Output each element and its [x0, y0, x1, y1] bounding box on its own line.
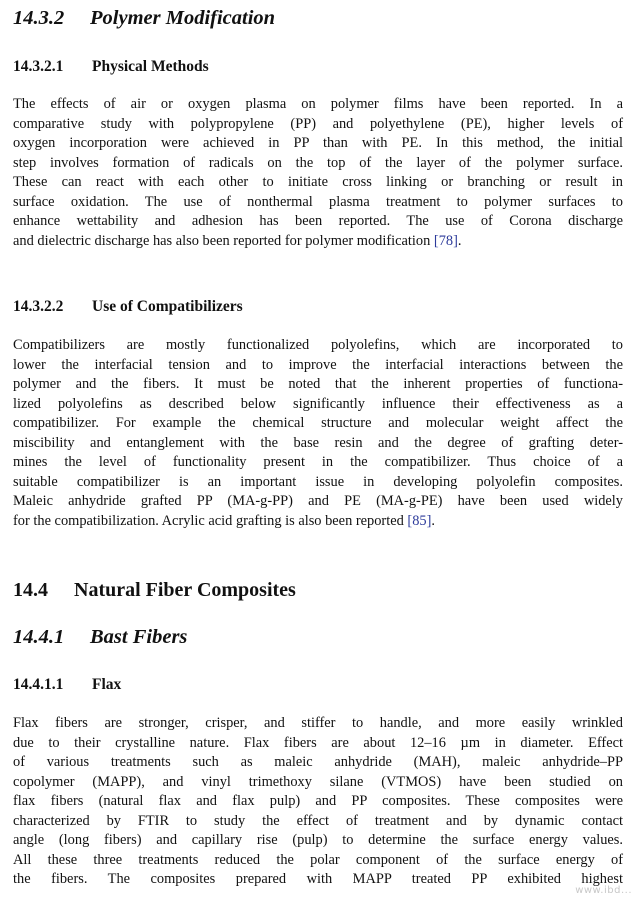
text-line: due to their crystalline nature. Flax fibers are about 12–16 µm in diameter. Effect — [13, 734, 623, 751]
text-line: of various treatments such as maleic anhydride (MAH), maleic anhydride–PP — [13, 754, 623, 770]
text-line: oxygen incorporation were achieved in PP than with PE. In this method, the initial — [13, 135, 623, 151]
subsection-heading-flax — [13, 675, 121, 695]
paragraph-physical-methods — [13, 95, 623, 251]
text-fragment: for the compatibilization. Acrylic acid grafting is also been reported — [13, 512, 404, 529]
text-line: The effects of air or oxygen plasma on polymer films have been reported. In a — [13, 96, 623, 112]
section-heading-bast-fibers — [13, 625, 187, 649]
section-number: 14.4.1 — [13, 626, 65, 648]
paragraph-compatibilizers — [13, 336, 623, 531]
text-line: surface oxidation. The use of nonthermal plasma treatment to polymer surfaces to — [13, 193, 623, 210]
section-title: Bast Fibers — [90, 626, 188, 648]
text-line: Flax fibers are stronger, crisper, and stiffer to handle, and more easily wrinkled — [13, 715, 623, 731]
text-line: compatibilizer. For example the chemical structure and molecular weight affect the — [13, 415, 623, 431]
text-fragment: . — [431, 512, 436, 529]
text-line: All these three treatments reduced the polar component of the surface energy of — [13, 851, 623, 868]
text-line: flax fibers (natural flax and flax pulp) and PP composites. These composites were — [13, 793, 623, 809]
text-line: characterized by FTIR to study the effect of treatment and by dynamic contact — [13, 812, 623, 829]
section-title: Physical Methods — [92, 58, 209, 75]
section-heading-polymer-modification — [13, 6, 275, 30]
text-line: suitable compatibilizer is an important issue in developing polyolefin composites. — [13, 473, 623, 490]
text-fragment: and dielectric discharge has also been reported for polymer modification — [13, 232, 431, 249]
text-line: angle (long fibers) and capillary rise (pulp) to determine the surface energy values. — [13, 832, 623, 848]
subsection-heading-compatibilizers — [13, 297, 243, 317]
watermark: www.ibd... — [575, 885, 632, 896]
section-title: Use of Compatibilizers — [92, 298, 243, 315]
paragraph-flax — [13, 714, 623, 890]
section-number: 14.4 — [13, 579, 48, 601]
section-title: Polymer Modification — [90, 7, 276, 29]
text-line: copolymer (MAPP), and vinyl trimethoxy silane (VTMOS) have been studied on — [13, 773, 623, 790]
section-title: Natural Fiber Composites — [74, 579, 296, 601]
text-line: comparative study with polypropylene (PP) and polyethylene (PE), higher levels of — [13, 115, 623, 132]
section-heading-natural-fiber-composites — [13, 578, 296, 602]
text-line: These can react with each other to initiate cross linking or branching or result in — [13, 174, 623, 190]
text-line: lized polyolefins as described below significantly influence their effectiveness as a — [13, 395, 623, 412]
citation-link[interactable]: [78] — [433, 232, 458, 249]
text-line — [13, 512, 623, 532]
text-line: miscibility and entanglement with the base resin and the degree of grafting deter- — [13, 434, 623, 451]
section-number: 14.4.1.1 — [13, 676, 64, 693]
section-number: 14.3.2.1 — [13, 58, 64, 75]
text-line: the fibers. The composites prepared with MAPP treated PP exhibited highest — [13, 871, 623, 887]
section-number: 14.3.2 — [13, 7, 65, 29]
section-number: 14.3.2.2 — [13, 298, 64, 315]
text-line: mines the level of functionality present in the compatibilizer. Thus choice of a — [13, 454, 623, 470]
text-line: Compatibilizers are mostly functionalized polyolefins, which are incorporated to — [13, 337, 623, 353]
subsection-heading-physical-methods — [13, 57, 209, 77]
text-line: polymer and the fibers. It must be noted that the inherent properties of functiona- — [13, 376, 623, 392]
section-title: Flax — [92, 676, 122, 693]
text-line — [13, 232, 623, 252]
text-line: step involves formation of radicals on the top of the layer of the polymer surface. — [13, 154, 623, 171]
citation-link[interactable]: [85] — [407, 512, 432, 529]
text-fragment: . — [457, 232, 462, 249]
text-line: Maleic anhydride grafted PP (MA-g-PP) and PE (MA-g-PE) have been used widely — [13, 493, 623, 509]
text-line: enhance wettability and adhesion has been reported. The use of Corona discharge — [13, 213, 623, 229]
text-line: lower the interfacial tension and to improve the interfacial interactions between the — [13, 356, 623, 373]
